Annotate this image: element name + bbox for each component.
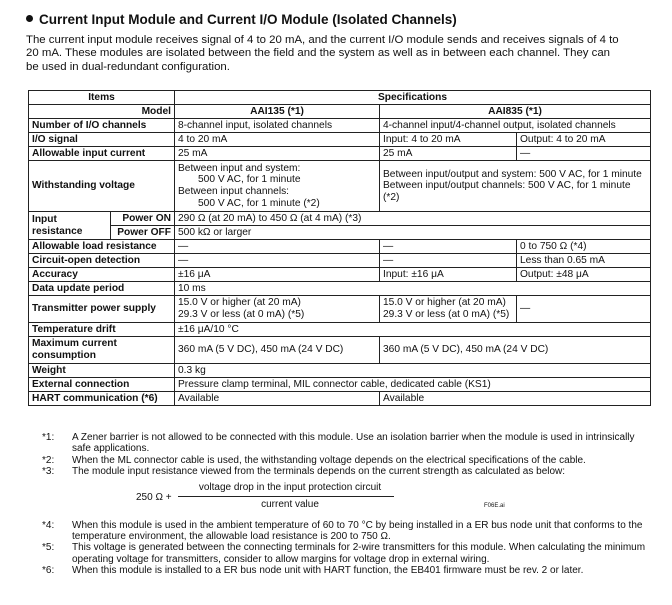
cell-value: 10 ms (175, 282, 651, 296)
cell-value: — (380, 254, 517, 268)
cell-line: Between input/output channels: 500 V AC, for 1 minute (*2) (383, 180, 631, 203)
cell-value: 8-channel input, isolated channels (175, 119, 380, 133)
figure-id: F06E.ai (484, 502, 505, 509)
row-label (29, 337, 175, 364)
cell-line: 500 V AC, for 1 minute (*2) (198, 197, 320, 209)
table-header-row (29, 91, 651, 105)
cell-value: Output: 4 to 20 mA (517, 133, 651, 147)
fraction-bar (178, 496, 394, 497)
cell-value: Output: ±48 μA (517, 268, 651, 282)
cell-value: 0.3 kg (175, 364, 651, 378)
cell-value: 500 kΩ or larger (175, 226, 651, 240)
cell-value: Pressure clamp terminal, MIL connector cable, dedicated cable (KS1) (175, 378, 651, 392)
row-label: I/O signal (29, 133, 175, 147)
row-label: External connection (29, 378, 175, 392)
formula-numerator: voltage drop in the input protection circuit (198, 481, 382, 493)
bullet-icon (26, 15, 33, 22)
resistance-formula (42, 482, 654, 514)
row-label: Circuit-open detection (29, 254, 175, 268)
footnote-text: This voltage is generated between the connecting terminals for 2-wire transmitters for this module. When calculating the minimum operating voltage for transmitters, consider to allow margins for voltage drop in external wiring. (72, 542, 646, 565)
cell-value: 360 mA (5 V DC), 450 mA (24 V DC) (380, 337, 651, 364)
cell-value: ±16 μA (175, 268, 380, 282)
specs-header: Specifications (175, 91, 651, 105)
cell-value (175, 296, 380, 323)
table-row (29, 119, 651, 133)
row-label: Transmitter power supply (29, 296, 175, 323)
table-row (29, 392, 651, 406)
footnote (42, 542, 654, 565)
cell-line: 29.3 V or less (at 0 mA) (*5) (383, 309, 510, 320)
row-label: Allowable load resistance (29, 240, 175, 254)
footnote-text: The module input resistance viewed from the terminals depends on the current strength as calculated as below: (72, 466, 566, 478)
row-label-line: Input (32, 213, 57, 225)
cell-value: Input: 4 to 20 mA (380, 133, 517, 147)
cell-value (380, 296, 517, 323)
footnote-text: When the ML connector cable is used, the withstanding voltage depends on the electrical specifications of the cable. (72, 454, 586, 466)
table-row (29, 133, 651, 147)
table-row (29, 378, 651, 392)
table-row (29, 147, 651, 161)
footnote (42, 455, 654, 466)
cell-value: 4 to 20 mA (175, 133, 380, 147)
cell-line: Between input/output and system: 500 V AC, for 1 minute (383, 168, 642, 180)
table-row (29, 337, 651, 364)
cell-value: — (175, 254, 380, 268)
cell-line: 15.0 V or higher (at 20 mA) (178, 297, 301, 309)
cell-value: — (517, 147, 651, 161)
footnote-text: When this module is installed to a ER bus node unit with HART function, the EB401 firmware must be rev. 2 or later. (72, 565, 584, 577)
cell-value: 25 mA (380, 147, 517, 161)
footnote-mark: *5: (42, 542, 55, 554)
row-label: Weight (29, 364, 175, 378)
table-row (29, 323, 651, 337)
footnote (42, 520, 654, 543)
table-row (29, 105, 651, 119)
footnote-mark: *3: (42, 466, 55, 478)
model-b: AAI835 (*1) (380, 105, 651, 119)
intro-line: be used in dual-redundant configuration. (26, 60, 230, 73)
cell-value: 4-channel input/4-channel output, isolated channels (380, 119, 651, 133)
model-a: AAI135 (*1) (175, 105, 380, 119)
cell-line: Between input and system: (178, 162, 301, 174)
footnote-mark: *6: (42, 565, 55, 577)
cell-line: 500 V AC, for 1 minute (198, 174, 301, 186)
cell-value: — (175, 240, 380, 254)
cell-value: Available (380, 392, 651, 406)
table-row (29, 296, 651, 323)
intro-line: 20 mA. These modules are isolated between the field and the system as well as in between each channel. They can (26, 47, 611, 60)
footnote-text: A Zener barrier is not allowed to be connected with this module. Use an isolation barrier when the module is used in intrinsically safe applications. (72, 432, 635, 455)
table-row (29, 254, 651, 268)
row-label: Temperature drift (29, 323, 175, 337)
row-label-line: Maximum current (32, 338, 117, 350)
section-heading (26, 12, 457, 27)
table-row (29, 240, 651, 254)
intro-paragraph (26, 34, 656, 74)
cell-line: 15.0 V or higher (at 20 mA) (383, 297, 506, 309)
footnote-mark: *4: (42, 519, 55, 531)
table-row (29, 161, 651, 212)
table-row (29, 364, 651, 378)
footnote (42, 565, 654, 576)
cell-value: 290 Ω (at 20 mA) to 450 Ω (at 4 mA) (*3) (175, 212, 651, 226)
cell-line: Between input channels: (178, 186, 290, 197)
sub-label: Power OFF (111, 226, 175, 240)
row-label-line: consumption (32, 350, 96, 361)
row-label: Allowable input current (29, 147, 175, 161)
footnotes (42, 432, 654, 577)
cell-value: — (517, 296, 651, 323)
cell-value: Available (175, 392, 380, 406)
cell-value: 25 mA (175, 147, 380, 161)
cell-value: 360 mA (5 V DC), 450 mA (24 V DC) (175, 337, 380, 364)
row-label: Data update period (29, 282, 175, 296)
footnote-mark: *2: (42, 454, 55, 466)
footnote (42, 466, 654, 477)
row-label: HART communication (*6) (29, 392, 175, 406)
row-label: Withstanding voltage (29, 161, 175, 212)
cell-value: Less than 0.65 mA (517, 254, 651, 268)
table-row (29, 226, 651, 240)
table-row (29, 212, 651, 226)
table-row (29, 268, 651, 282)
sub-label: Power ON (111, 212, 175, 226)
row-label: Number of I/O channels (29, 119, 175, 133)
cell-value (175, 161, 380, 212)
cell-value (380, 161, 651, 212)
cell-line: 29.3 V or less (at 0 mA) (*5) (178, 309, 305, 320)
footnote-mark: *1: (42, 432, 55, 443)
cell-value: 0 to 750 Ω (*4) (517, 240, 651, 254)
items-header: Items (29, 91, 175, 105)
cell-value: Input: ±16 μA (380, 268, 517, 282)
formula-denominator: current value (261, 498, 319, 510)
row-label: Model (29, 105, 175, 119)
cell-value: ±16 μA/10 °C (175, 323, 651, 337)
spec-table (28, 90, 651, 406)
footnote (42, 432, 654, 455)
section-heading-text: Current Input Module and Current I/O Module (Isolated Channels) (39, 12, 457, 27)
footnote-text: When this module is used in the ambient temperature of 60 to 70 °C by being installed in a ER bus node unit that conforms to the temperature environment, the allowable load resistance is 200 to 750 Ω. (72, 519, 643, 543)
row-label (29, 212, 111, 240)
intro-line: The current input module receives signal of 4 to 20 mA, and the current I/O module sends and receives signals of 4 to (26, 34, 619, 46)
row-label: Accuracy (29, 268, 175, 282)
cell-value: — (380, 240, 517, 254)
table-row (29, 282, 651, 296)
row-label-line: resistance (32, 225, 83, 237)
formula-lhs: 250 Ω + (136, 491, 172, 503)
